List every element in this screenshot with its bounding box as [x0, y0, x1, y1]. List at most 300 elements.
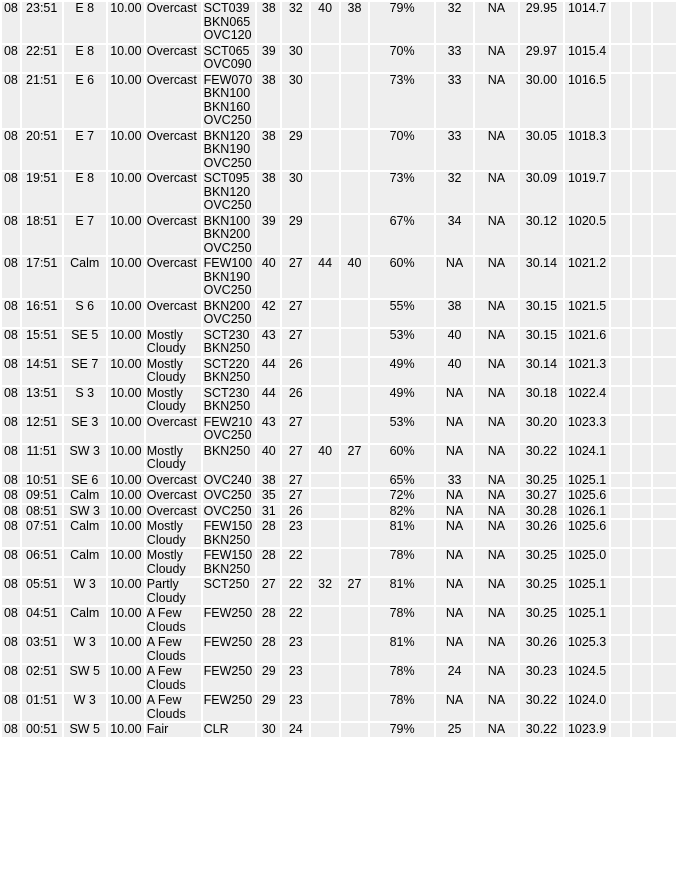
sky-conditions-cell: FEW070 BKN100 BKN160 OVC250 [203, 74, 256, 128]
min-6hr-cell [341, 520, 368, 547]
wind-cell: W 3 [64, 694, 106, 721]
extra-cell [611, 636, 630, 663]
table-row [2, 257, 676, 298]
sea-level-pressure-cell: 1025.6 [565, 520, 609, 547]
dewpoint-cell: 23 [282, 520, 309, 547]
weather-cell: Fair [146, 723, 201, 737]
weather-cell: Overcast [146, 300, 201, 327]
heat-index-cell: NA [475, 665, 518, 692]
table-row [2, 329, 676, 356]
air-temp-cell: 29 [257, 665, 280, 692]
air-temp-cell: 31 [257, 505, 280, 519]
sea-level-pressure-cell: 1016.5 [565, 74, 609, 128]
table-row [2, 358, 676, 385]
extra-cell [653, 549, 676, 576]
extra-cell [632, 45, 651, 72]
air-temp-cell: 30 [257, 723, 280, 737]
sea-level-pressure-cell: 1021.6 [565, 329, 609, 356]
altimeter-cell: 30.25 [520, 549, 563, 576]
extra-cell [653, 694, 676, 721]
sky-conditions-cell: SCT230 BKN250 [203, 387, 256, 414]
relative-humidity-cell: 78% [370, 694, 434, 721]
altimeter-cell: 30.14 [520, 257, 563, 298]
extra-cell [653, 520, 676, 547]
wind-chill-cell: NA [436, 489, 473, 503]
table-row [2, 636, 676, 663]
heat-index-cell: NA [475, 723, 518, 737]
sky-conditions-cell: FEW250 [203, 607, 256, 634]
altimeter-cell: 30.22 [520, 445, 563, 472]
extra-cell [632, 74, 651, 128]
relative-humidity-cell: 65% [370, 474, 434, 488]
visibility-cell: 10.00 [108, 445, 144, 472]
extra-cell [632, 489, 651, 503]
dewpoint-cell: 27 [282, 474, 309, 488]
altimeter-cell: 30.23 [520, 665, 563, 692]
relative-humidity-cell: 78% [370, 607, 434, 634]
extra-cell [611, 549, 630, 576]
altimeter-cell: 30.28 [520, 505, 563, 519]
extra-cell [611, 130, 630, 171]
max-6hr-cell: 40 [311, 2, 338, 43]
sea-level-pressure-cell: 1023.3 [565, 416, 609, 443]
air-temp-cell: 28 [257, 520, 280, 547]
date-cell: 08 [2, 130, 20, 171]
visibility-cell: 10.00 [108, 358, 144, 385]
altimeter-cell: 30.15 [520, 329, 563, 356]
dewpoint-cell: 30 [282, 172, 309, 213]
min-6hr-cell [341, 474, 368, 488]
air-temp-cell: 40 [257, 445, 280, 472]
relative-humidity-cell: 53% [370, 416, 434, 443]
date-cell: 08 [2, 445, 20, 472]
visibility-cell: 10.00 [108, 694, 144, 721]
table-row [2, 723, 676, 737]
extra-cell [632, 445, 651, 472]
heat-index-cell: NA [475, 445, 518, 472]
wind-chill-cell: NA [436, 520, 473, 547]
time-cell: 12:51 [22, 416, 62, 443]
extra-cell [611, 172, 630, 213]
heat-index-cell: NA [475, 416, 518, 443]
min-6hr-cell [341, 387, 368, 414]
min-6hr-cell: 40 [341, 257, 368, 298]
air-temp-cell: 43 [257, 329, 280, 356]
relative-humidity-cell: 81% [370, 578, 434, 605]
table-row [2, 445, 676, 472]
wind-chill-cell: 33 [436, 474, 473, 488]
weather-cell: Overcast [146, 45, 201, 72]
table-row [2, 2, 676, 43]
time-cell: 01:51 [22, 694, 62, 721]
table-row [2, 172, 676, 213]
extra-cell [632, 607, 651, 634]
relative-humidity-cell: 60% [370, 257, 434, 298]
weather-cell: Overcast [146, 416, 201, 443]
min-6hr-cell [341, 665, 368, 692]
wind-cell: SW 5 [64, 665, 106, 692]
extra-cell [653, 387, 676, 414]
min-6hr-cell [341, 358, 368, 385]
extra-cell [632, 474, 651, 488]
wind-chill-cell: NA [436, 607, 473, 634]
extra-cell [632, 329, 651, 356]
wind-chill-cell: 33 [436, 74, 473, 128]
min-6hr-cell: 27 [341, 445, 368, 472]
extra-cell [611, 723, 630, 737]
min-6hr-cell [341, 45, 368, 72]
sea-level-pressure-cell: 1014.7 [565, 2, 609, 43]
sky-conditions-cell: BKN120 BKN190 OVC250 [203, 130, 256, 171]
dewpoint-cell: 27 [282, 300, 309, 327]
sky-conditions-cell: FEW150 BKN250 [203, 549, 256, 576]
sky-conditions-cell: BKN250 [203, 445, 256, 472]
wind-cell: Calm [64, 607, 106, 634]
min-6hr-cell [341, 329, 368, 356]
table-row [2, 694, 676, 721]
max-6hr-cell [311, 474, 338, 488]
wind-chill-cell: 33 [436, 45, 473, 72]
extra-cell [611, 45, 630, 72]
extra-cell [653, 215, 676, 256]
sky-conditions-cell: SCT230 BKN250 [203, 329, 256, 356]
wind-cell: W 3 [64, 636, 106, 663]
extra-cell [653, 300, 676, 327]
extra-cell [653, 257, 676, 298]
extra-cell [632, 723, 651, 737]
altimeter-cell: 30.05 [520, 130, 563, 171]
max-6hr-cell [311, 636, 338, 663]
date-cell: 08 [2, 257, 20, 298]
air-temp-cell: 29 [257, 694, 280, 721]
max-6hr-cell [311, 549, 338, 576]
visibility-cell: 10.00 [108, 387, 144, 414]
max-6hr-cell: 40 [311, 445, 338, 472]
dewpoint-cell: 29 [282, 130, 309, 171]
sky-conditions-cell: SCT065 OVC090 [203, 45, 256, 72]
sea-level-pressure-cell: 1025.1 [565, 607, 609, 634]
extra-cell [632, 300, 651, 327]
time-cell: 08:51 [22, 505, 62, 519]
extra-cell [632, 416, 651, 443]
sky-conditions-cell: BKN100 BKN200 OVC250 [203, 215, 256, 256]
dewpoint-cell: 27 [282, 489, 309, 503]
weather-cell: Overcast [146, 74, 201, 128]
date-cell: 08 [2, 416, 20, 443]
max-6hr-cell [311, 416, 338, 443]
heat-index-cell: NA [475, 358, 518, 385]
sea-level-pressure-cell: 1018.3 [565, 130, 609, 171]
sky-conditions-cell: OVC250 [203, 489, 256, 503]
wind-chill-cell: NA [436, 505, 473, 519]
heat-index-cell: NA [475, 329, 518, 356]
max-6hr-cell [311, 329, 338, 356]
extra-cell [632, 358, 651, 385]
wind-chill-cell: 40 [436, 329, 473, 356]
wind-chill-cell: NA [436, 694, 473, 721]
heat-index-cell: NA [475, 45, 518, 72]
sky-conditions-cell: SCT220 BKN250 [203, 358, 256, 385]
relative-humidity-cell: 81% [370, 636, 434, 663]
altimeter-cell: 30.14 [520, 358, 563, 385]
extra-cell [632, 2, 651, 43]
relative-humidity-cell: 72% [370, 489, 434, 503]
visibility-cell: 10.00 [108, 520, 144, 547]
date-cell: 08 [3, 723, 18, 736]
extra-cell [653, 474, 676, 488]
time-cell: 00:51 [22, 723, 62, 737]
weather-cell: A Few Clouds [146, 665, 201, 692]
min-6hr-cell [341, 172, 368, 213]
visibility-cell: 10.00 [108, 578, 144, 605]
heat-index-cell: NA [475, 636, 518, 663]
altimeter-cell: 30.15 [520, 300, 563, 327]
sea-level-pressure-cell: 1021.5 [565, 300, 609, 327]
table-row [2, 489, 676, 503]
date-cell: 08 [2, 694, 20, 721]
weather-cell: Overcast [146, 215, 201, 256]
sky-conditions-cell: FEW250 [203, 665, 256, 692]
sky-conditions-cell: OVC240 [203, 474, 256, 488]
air-temp-cell: 35 [257, 489, 280, 503]
weather-cell: Overcast [146, 257, 201, 298]
weather-cell: Partly Cloudy [146, 578, 201, 605]
weather-cell: Overcast [146, 489, 201, 503]
date-cell: 08 [2, 300, 20, 327]
date-cell: 08 [2, 665, 20, 692]
relative-humidity-cell: 70% [370, 45, 434, 72]
time-cell: 07:51 [22, 520, 62, 547]
heat-index-cell: NA [475, 74, 518, 128]
heat-index-cell: NA [475, 578, 518, 605]
extra-cell [611, 578, 630, 605]
heat-index-cell: NA [475, 489, 518, 503]
visibility-cell: 10.00 [108, 172, 144, 213]
extra-cell [611, 416, 630, 443]
air-temp-cell: 38 [257, 74, 280, 128]
sky-conditions-cell: FEW150 BKN250 [203, 520, 256, 547]
max-6hr-cell [311, 74, 338, 128]
weather-cell: Overcast [146, 172, 201, 213]
extra-cell [653, 636, 676, 663]
air-temp-cell: 39 [257, 215, 280, 256]
wind-chill-cell: 40 [436, 358, 473, 385]
time-cell: 16:51 [22, 300, 62, 327]
altimeter-cell: 29.95 [520, 2, 563, 43]
min-6hr-cell [341, 489, 368, 503]
dewpoint-cell: 26 [282, 358, 309, 385]
air-temp-cell: 28 [257, 636, 280, 663]
dewpoint-cell: 27 [282, 445, 309, 472]
heat-index-cell: NA [475, 505, 518, 519]
weather-cell: Overcast [146, 474, 201, 488]
table-row [2, 665, 676, 692]
sky-conditions-cell: BKN200 OVC250 [203, 300, 256, 327]
time-cell: 22:51 [22, 45, 62, 72]
date-cell: 08 [3, 473, 18, 487]
dewpoint-cell: 30 [282, 74, 309, 128]
relative-humidity-cell: 73% [370, 172, 434, 213]
air-temp-cell: 44 [257, 387, 280, 414]
extra-cell [611, 489, 630, 503]
dewpoint-cell: 30 [282, 45, 309, 72]
air-temp-cell: 40 [257, 257, 280, 298]
wind-chill-cell: NA [436, 257, 473, 298]
min-6hr-cell [341, 505, 368, 519]
extra-cell [632, 172, 651, 213]
date-cell: 08 [2, 2, 20, 43]
visibility-cell: 10.00 [108, 130, 144, 171]
heat-index-cell: NA [475, 474, 518, 488]
dewpoint-cell: 29 [282, 215, 309, 256]
max-6hr-cell: 44 [311, 257, 338, 298]
air-temp-cell: 27 [257, 578, 280, 605]
weather-cell: Mostly Cloudy [146, 520, 201, 547]
altimeter-cell: 30.22 [520, 694, 563, 721]
extra-cell [632, 665, 651, 692]
dewpoint-cell: 22 [282, 607, 309, 634]
extra-cell [611, 300, 630, 327]
relative-humidity-cell: 55% [370, 300, 434, 327]
heat-index-cell: NA [475, 520, 518, 547]
time-cell: 13:51 [22, 387, 62, 414]
date-cell: 08 [2, 549, 20, 576]
sea-level-pressure-cell: 1023.9 [565, 723, 609, 737]
relative-humidity-cell: 82% [370, 505, 434, 519]
sky-conditions-cell: SCT095 BKN120 OVC250 [203, 172, 256, 213]
visibility-cell: 10.00 [108, 549, 144, 576]
weather-cell: Mostly Cloudy [146, 329, 201, 356]
extra-cell [653, 578, 676, 605]
time-cell: 10:51 [22, 474, 62, 488]
sea-level-pressure-cell: 1020.5 [565, 215, 609, 256]
max-6hr-cell [311, 130, 338, 171]
wind-cell: SW 5 [64, 723, 106, 737]
time-cell: 02:51 [22, 665, 62, 692]
relative-humidity-cell: 60% [370, 445, 434, 472]
extra-cell [611, 2, 630, 43]
dewpoint-cell: 26 [282, 387, 309, 414]
table-row [2, 130, 676, 171]
min-6hr-cell [341, 416, 368, 443]
sea-level-pressure-cell: 1025.3 [565, 636, 609, 663]
date-cell: 08 [2, 358, 20, 385]
relative-humidity-cell: 81% [370, 520, 434, 547]
air-temp-cell: 43 [257, 416, 280, 443]
dewpoint-cell: 23 [282, 665, 309, 692]
extra-cell [653, 358, 676, 385]
sky-conditions-cell: FEW250 [203, 694, 256, 721]
visibility-cell: 10.00 [108, 723, 144, 737]
min-6hr-cell [341, 74, 368, 128]
dewpoint-cell: 22 [282, 549, 309, 576]
observations-body [2, 2, 676, 737]
table-row [2, 474, 676, 488]
weather-cell: A Few Clouds [146, 607, 201, 634]
extra-cell [653, 607, 676, 634]
weather-cell: Overcast [146, 505, 201, 519]
weather-cell: Mostly Cloudy [146, 358, 201, 385]
sea-level-pressure-cell: 1025.6 [565, 489, 609, 503]
extra-cell [653, 74, 676, 128]
heat-index-cell: NA [475, 387, 518, 414]
extra-cell [611, 694, 630, 721]
extra-cell [653, 445, 676, 472]
air-temp-cell: 38 [257, 172, 280, 213]
extra-cell [653, 665, 676, 692]
dewpoint-cell: 24 [282, 723, 309, 737]
air-temp-cell: 38 [257, 2, 280, 43]
sky-conditions-cell: FEW250 [203, 636, 256, 663]
wind-chill-cell: 33 [436, 130, 473, 171]
max-6hr-cell [311, 607, 338, 634]
max-6hr-cell [311, 215, 338, 256]
date-cell: 08 [2, 45, 20, 72]
relative-humidity-cell: 79% [370, 2, 434, 43]
visibility-cell: 10.00 [108, 416, 144, 443]
date-cell: 08 [2, 329, 20, 356]
wind-cell: SW 3 [64, 445, 106, 472]
air-temp-cell: 42 [257, 300, 280, 327]
dewpoint-cell: 27 [282, 416, 309, 443]
extra-cell [611, 257, 630, 298]
table-row [2, 74, 676, 128]
extra-cell [632, 694, 651, 721]
time-cell: 23:51 [22, 2, 62, 43]
altimeter-cell: 30.26 [520, 636, 563, 663]
time-cell: 15:51 [22, 329, 62, 356]
wind-cell: E 8 [64, 2, 106, 43]
max-6hr-cell [311, 665, 338, 692]
altimeter-cell: 30.12 [520, 215, 563, 256]
relative-humidity-cell: 79% [370, 723, 434, 737]
weather-cell: Overcast [146, 2, 201, 43]
extra-cell [653, 2, 676, 43]
wind-cell: SE 7 [64, 358, 106, 385]
wind-cell: S 3 [64, 387, 106, 414]
min-6hr-cell [341, 636, 368, 663]
min-6hr-cell: 38 [341, 2, 368, 43]
visibility-cell: 10.00 [108, 2, 144, 43]
date-cell: 08 [2, 636, 20, 663]
extra-cell [611, 445, 630, 472]
min-6hr-cell [341, 723, 368, 737]
date-cell: 08 [3, 489, 18, 502]
min-6hr-cell [341, 549, 368, 576]
air-temp-cell: 28 [257, 607, 280, 634]
max-6hr-cell [311, 489, 338, 503]
visibility-cell: 10.00 [108, 300, 144, 327]
weather-cell: Mostly Cloudy [146, 387, 201, 414]
air-temp-cell: 28 [257, 549, 280, 576]
sea-level-pressure-cell: 1024.1 [565, 445, 609, 472]
wind-chill-cell: NA [436, 416, 473, 443]
wind-chill-cell: 34 [436, 215, 473, 256]
relative-humidity-cell: 78% [370, 549, 434, 576]
max-6hr-cell [311, 387, 338, 414]
sea-level-pressure-cell: 1022.4 [565, 387, 609, 414]
extra-cell [611, 520, 630, 547]
sky-conditions-cell: SCT250 [203, 578, 256, 605]
sea-level-pressure-cell: 1019.7 [565, 172, 609, 213]
altimeter-cell: 30.26 [520, 520, 563, 547]
heat-index-cell: NA [475, 257, 518, 298]
altimeter-cell: 30.25 [520, 578, 563, 605]
relative-humidity-cell: 67% [370, 215, 434, 256]
wind-cell: E 8 [64, 172, 106, 213]
wind-cell: E 6 [64, 74, 106, 128]
relative-humidity-cell: 78% [370, 665, 434, 692]
